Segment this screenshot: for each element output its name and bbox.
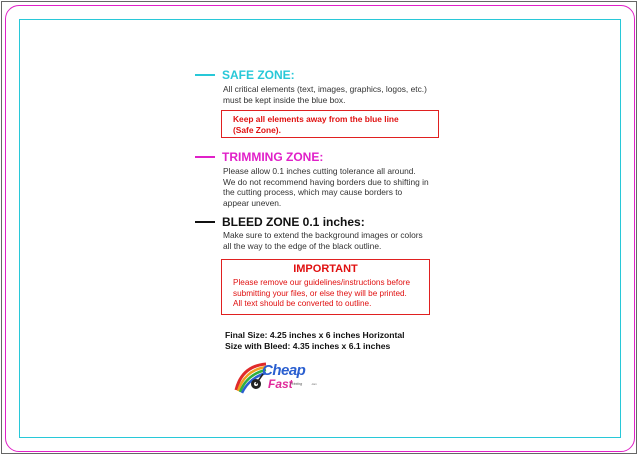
logo-cheap-text: Cheap	[262, 362, 306, 379]
trimming-zone-line: Please allow 0.1 inches cutting tolerance all around.	[223, 166, 416, 176]
bleed-zone-line-marker	[195, 221, 215, 223]
bleed-zone-line: Make sure to extend the background images or colors	[223, 230, 423, 240]
bleed-zone-line: all the way to the edge of the black outline.	[223, 240, 382, 251]
important-line: All text should be converted to outline.	[233, 299, 372, 308]
safe-zone-title: SAFE ZONE:	[222, 68, 295, 82]
trimming-zone-line: the cutting process, which may cause borders to	[223, 187, 403, 197]
safe-zone-callout-text	[233, 114, 399, 135]
safe-zone-line-marker	[195, 74, 215, 76]
safe-zone-callout-line: (Safe Zone).	[233, 124, 281, 135]
important-text	[233, 278, 410, 310]
logo-printing-text: Printing	[290, 382, 303, 386]
logo-com-text: .com	[311, 383, 317, 386]
trimming-zone-line: appear uneven.	[223, 197, 282, 208]
final-size: Final Size: 4.25 inches x 6 inches Horizontal	[225, 330, 405, 340]
trimming-zone-title: TRIMMING ZONE:	[222, 150, 324, 164]
safe-zone-callout-line: Keep all elements away from the blue line	[233, 114, 399, 124]
important-line: submitting your files, or else they will be printed.	[233, 288, 407, 298]
logo-fast-text: Fast	[268, 377, 293, 391]
trimming-zone-description	[223, 166, 429, 208]
safe-zone-line: All critical elements (text, images, graphics, logos, etc.)	[223, 84, 427, 94]
size-with-bleed: Size with Bleed: 4.35 inches x 6.1 inches	[225, 341, 391, 351]
bleed-zone-title: BLEED ZONE 0.1 inches:	[222, 215, 365, 229]
safe-zone-callout-box	[221, 110, 439, 138]
important-title: IMPORTANT	[293, 263, 358, 275]
cheap-fast-printing-logo	[232, 360, 324, 396]
trimming-zone-line-marker	[195, 156, 215, 158]
important-line: Please remove our guidelines/instructions before	[233, 278, 411, 287]
safe-zone-line: must be kept inside the blue box.	[223, 94, 346, 105]
trimming-zone-line: We do not recommend having borders due to shifting in	[223, 176, 429, 187]
safe-zone-description	[223, 84, 427, 105]
size-info	[225, 330, 405, 352]
important-box	[221, 259, 430, 315]
bleed-zone-description	[223, 230, 423, 251]
